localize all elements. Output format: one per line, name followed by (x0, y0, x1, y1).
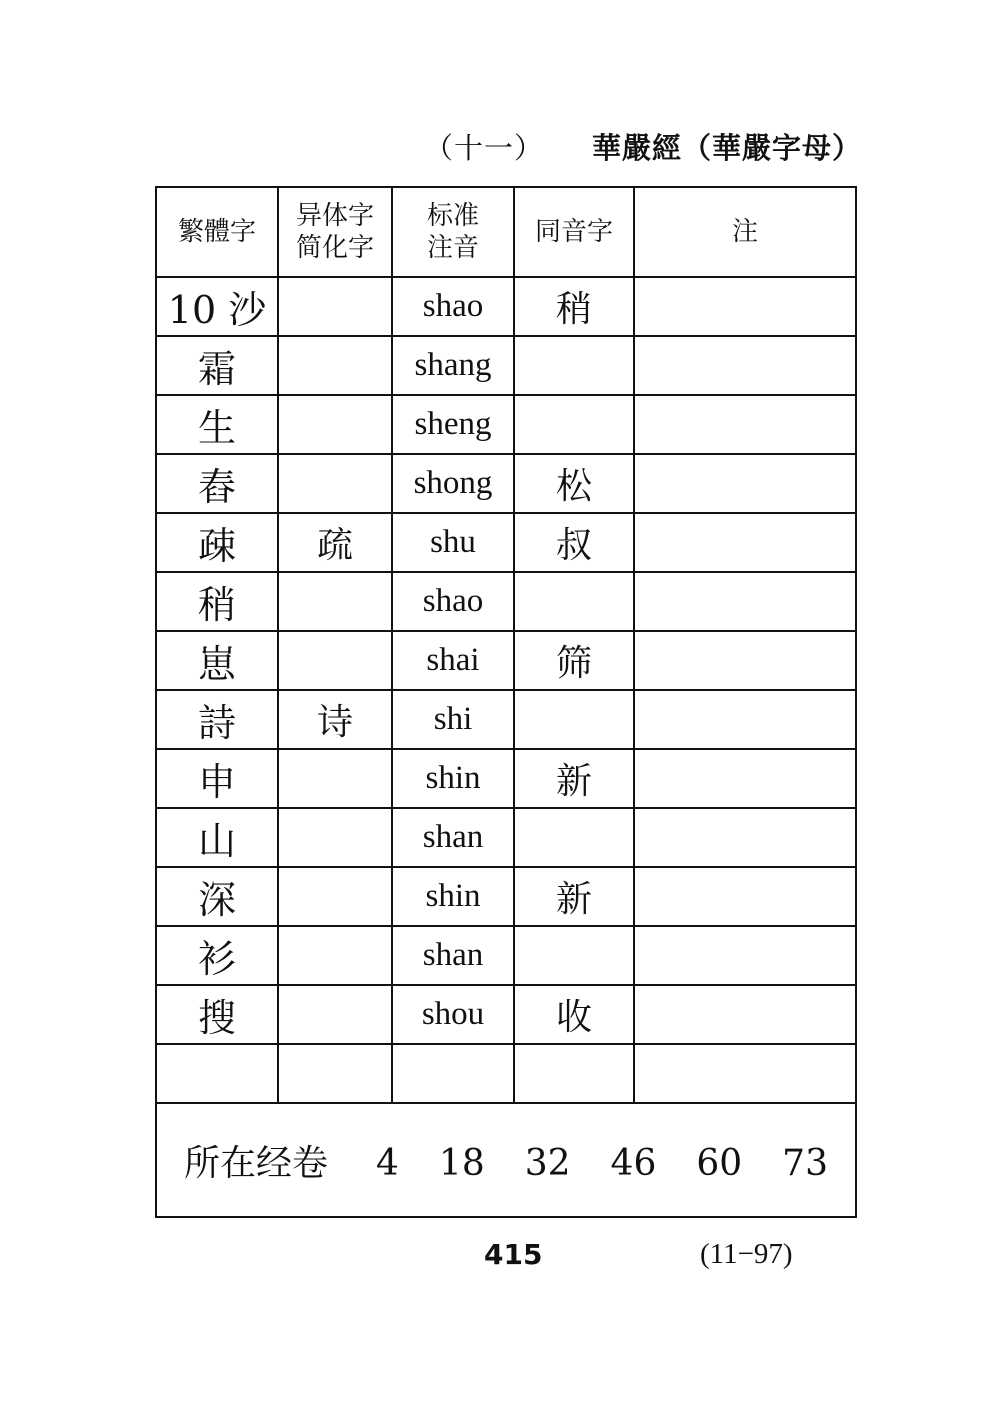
page-heading (424, 126, 862, 167)
cell-traditional: 霜 (156, 336, 278, 395)
cell-pinyin: shou (392, 985, 514, 1044)
table-row (156, 572, 856, 631)
table-row (156, 867, 856, 926)
cell-pinyin: shi (392, 690, 514, 749)
table-row (156, 1044, 856, 1103)
table-row (156, 749, 856, 808)
cell-note (634, 336, 856, 395)
cell-homophone: 收 (514, 985, 634, 1044)
cell-note (634, 513, 856, 572)
cell-note (634, 690, 856, 749)
cell-homophone: 筛 (514, 631, 634, 690)
volumes-label: 所在经卷 (184, 1142, 329, 1184)
cell-homophone (514, 690, 634, 749)
cell-note (634, 395, 856, 454)
cell-pinyin: shong (392, 454, 514, 513)
table-row (156, 395, 856, 454)
table-row (156, 631, 856, 690)
volume-number: 32 (524, 1142, 571, 1184)
table-row (156, 926, 856, 985)
cell-variant (278, 454, 392, 513)
cell-homophone (514, 572, 634, 631)
cell-note (634, 985, 856, 1044)
cell-pinyin: shang (392, 336, 514, 395)
table-row (156, 277, 856, 336)
cell-homophone (514, 926, 634, 985)
volume-number: 46 (610, 1142, 657, 1184)
cell-traditional: 崽 (156, 631, 278, 690)
cell-note (634, 1044, 856, 1103)
cell-variant (278, 277, 392, 336)
header-variant: 异体字 简化字 (278, 187, 392, 277)
page-number: 415 (484, 1238, 543, 1271)
cell-variant (278, 395, 392, 454)
cell-variant: 疏 (278, 513, 392, 572)
cell-homophone: 松 (514, 454, 634, 513)
cell-homophone (514, 1044, 634, 1103)
cell-homophone (514, 395, 634, 454)
cell-variant (278, 749, 392, 808)
cell-variant (278, 572, 392, 631)
cell-note (634, 277, 856, 336)
table-row (156, 454, 856, 513)
cell-variant (278, 336, 392, 395)
cell-note (634, 572, 856, 631)
cell-traditional: 申 (156, 749, 278, 808)
cell-traditional: 疎 (156, 513, 278, 572)
cell-homophone: 叔 (514, 513, 634, 572)
cell-traditional: 搜 (156, 985, 278, 1044)
cell-note (634, 631, 856, 690)
cell-homophone (514, 808, 634, 867)
header-homophone: 同音字 (514, 187, 634, 277)
cell-pinyin: shan (392, 926, 514, 985)
cell-traditional: 10 沙 (156, 277, 278, 336)
volume-number: 73 (782, 1142, 828, 1184)
cell-note (634, 808, 856, 867)
page-code: (11−97) (700, 1238, 793, 1270)
cell-homophone (514, 336, 634, 395)
cell-traditional: 詩 (156, 690, 278, 749)
table-row (156, 808, 856, 867)
section-number: （十一） (423, 131, 544, 165)
cell-variant (278, 867, 392, 926)
cell-traditional (156, 1044, 278, 1103)
section-title: 華嚴經（華嚴字母） (591, 131, 862, 165)
volume-number: 60 (696, 1142, 743, 1184)
cell-note (634, 926, 856, 985)
table-row (156, 690, 856, 749)
cell-traditional: 山 (156, 808, 278, 867)
cell-pinyin: shin (392, 867, 514, 926)
cell-homophone: 稍 (514, 277, 634, 336)
cell-traditional: 生 (156, 395, 278, 454)
volumes-row (156, 1103, 856, 1217)
cell-traditional: 衫 (156, 926, 278, 985)
cell-variant (278, 808, 392, 867)
cell-variant (278, 631, 392, 690)
cell-variant (278, 926, 392, 985)
volume-number: 18 (438, 1142, 485, 1184)
cell-pinyin: shan (392, 808, 514, 867)
table-row (156, 513, 856, 572)
cell-pinyin: shao (392, 277, 514, 336)
cell-pinyin: sheng (392, 395, 514, 454)
cell-traditional: 舂 (156, 454, 278, 513)
cell-note (634, 867, 856, 926)
table-row (156, 985, 856, 1044)
cell-variant (278, 985, 392, 1044)
cell-pinyin: shin (392, 749, 514, 808)
header-note: 注 (634, 187, 856, 277)
cell-note (634, 749, 856, 808)
cell-pinyin (392, 1044, 514, 1103)
cell-pinyin: shai (392, 631, 514, 690)
header-traditional: 繁體字 (156, 187, 278, 277)
cell-variant (278, 1044, 392, 1103)
cell-variant: 诗 (278, 690, 392, 749)
cell-homophone: 新 (514, 867, 634, 926)
header-pinyin: 标准 注音 (392, 187, 514, 277)
cell-pinyin: shu (392, 513, 514, 572)
volumes-cell (156, 1103, 856, 1217)
header-row (156, 187, 856, 277)
cell-homophone: 新 (514, 749, 634, 808)
cell-pinyin: shao (392, 572, 514, 631)
cell-note (634, 454, 856, 513)
table-row (156, 336, 856, 395)
character-table (155, 186, 857, 1218)
volume-number: 4 (376, 1142, 399, 1184)
cell-traditional: 稍 (156, 572, 278, 631)
cell-traditional: 深 (156, 867, 278, 926)
